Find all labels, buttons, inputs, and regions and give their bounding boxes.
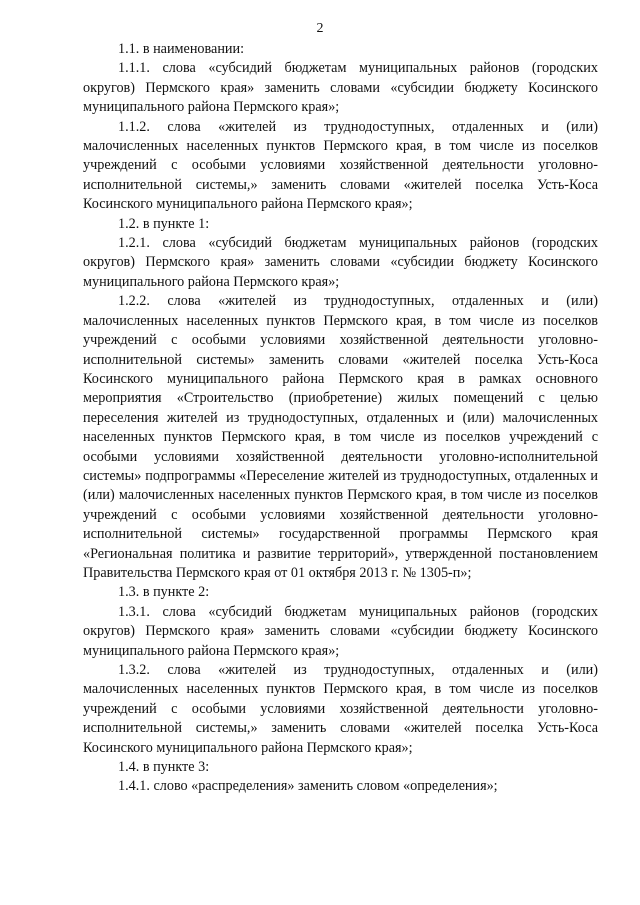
document-body [83,40,598,797]
paragraph-1-4: 1.4. в пункте 3: [118,759,210,776]
paragraph-1-1: 1.1. в наименовании: [118,41,245,57]
paragraph-1-2: 1.2. в пункте 1: [118,215,210,232]
paragraph-1-2-2: 1.2.2. слова «жителей из труднодоступных, отдаленных и (или) малочисленных населенных пунктов Пермского края, в том числе из поселков учреждений с особыми условиями хозяйственной деятельности уголовно-исполнительной системы» заменить словами «жителей поселка Усть-Коса Косинского муниципального района Пермского края в рамках основного мероприятия «Строительство (приобретение) жилых помещений с целью переселения жителей из труднодоступных, отдаленных и (или) малочисленных населенных пунктов Пермского края, в том числе из поселков учреждений с особыми условиями хозяйственной деятельности уголовно-исполнительной системы» подпрограммы «Переселение жителей из труднодоступных, отдаленных и (или) малочисленных населенных пунктов Пермского края, в том числе из поселков учреждений с особыми условиями хозяйственной деятельности уголовно-исполнительной системы» государственной программы Пермского края «Региональная политика и развитие территорий», утвержденной постановлением Правительства Пермского края от 01 октября 2013 г. № 1305-п»; [83,293,598,581]
paragraph-1-2-1: 1.2.1. слова «субсидий бюджетам муниципальных районов (городских округов) Пермского края» заменить словами «субсидии бюджету Косинского муниципального района Пермского края»; [83,235,598,290]
paragraph-1-3: 1.3. в пункте 2: [118,584,210,601]
paragraph-1-3-2: 1.3.2. слова «жителей из труднодоступных, отдаленных и (или) малочисленных населенных пунктов Пермского края, в том числе из поселков учреждений с особыми условиями хозяйственной деятельности уголовно-исполнительной системы,» заменить словами «жителей поселка Усть-Коса Косинского муниципального района Пермского края»; [83,662,598,756]
page-number: 2 [316,21,324,36]
paragraph-1-4-1: 1.4.1. слово «распределения» заменить словом «определения»; [118,778,498,795]
paragraph-1-1-2: 1.1.2. слова «жителей из труднодоступных, отдаленных и (или) малочисленных населенных пунктов Пермского края, в том числе из поселков учреждений с особыми условиями хозяйственной деятельности уголовно-исполнительной системы,» заменить словами «жителей поселка Усть-Коса Косинского муниципального района Пермского края»; [83,118,598,213]
paragraph-1-1-1: 1.1.1. слова «субсидий бюджетам муниципальных районов (городских округов) Пермского края» заменить словами «субсидии бюджету Косинского муниципального района Пермского края»; [83,60,598,116]
paragraph-1-3-1: 1.3.1. слова «субсидий бюджетам муниципальных районов (городских округов) Пермского края» заменить словами «субсидии бюджету Косинского муниципального района Пермского края»; [83,603,598,659]
